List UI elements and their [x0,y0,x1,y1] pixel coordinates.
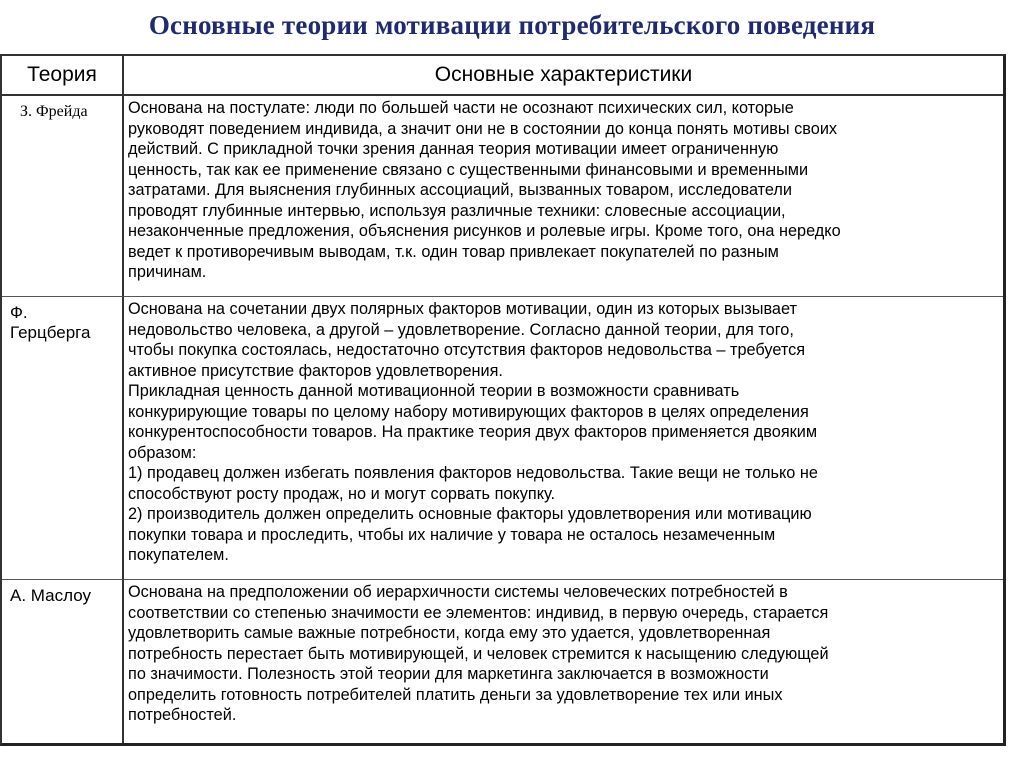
text-line: причинам. [128,263,207,281]
text-line: чтобы покупка состоялась, недостаточно отсутствия факторов недовольства – требуется [128,341,806,359]
theory-herzberg-surname: Герцберга [10,323,91,342]
text-line: Прикладная ценность данной мотивационной теории в возможности сравнивать [128,382,740,400]
theory-maslow: А. Маслоу [2,580,124,743]
header-theory: Теория [2,56,124,96]
header-characteristics: Основные характеристики [124,56,1003,96]
text-line: действий. С прикладной точки зрения данная теория мотивации имеет ограниченную [128,140,779,158]
text-line: активное присутствие факторов удовлетворения. [128,361,503,380]
maslow-description [124,580,1003,743]
text-line: 1) продавец должен избегать появления факторов недовольства. Такие вещи не только не [128,464,818,482]
text-line: определить готовность потребителей платить деньги за удовлетворение тех или иных [128,685,783,704]
text-line: Основана на сочетании двух полярных факторов мотивации, один из которых вызывает [128,300,797,318]
text-line: руководят поведением индивида, а значит они не в состоянии до конца понять мотивы своих [128,119,838,138]
freud-description [124,96,1003,297]
text-line: конкурентоспособности товаров. На практике теория двух факторов применяется двояким [128,423,818,441]
text-line: потребность перестает быть мотивирующей, и человек стремится к насыщению следующей [128,644,829,663]
text-line: ценность, так как ее применение связано с существенными финансовыми и временными [128,160,809,179]
text-line: конкурирующие товары по целому набору мотивирующих факторов в целях определения [128,402,809,421]
text-line: проводят глубинные интервью, используя различные техники: словесные ассоциации, [128,201,786,220]
text-line: Основана на постулате: люди по большей части не осознают психических сил, которые [128,99,794,117]
text-line: недовольство человека, а другой – удовлетворение. Согласно данной теории, для того, [128,320,794,339]
theory-freud: З. Фрейда [2,96,124,297]
text-line: способствуют росту продаж, но и могут сорвать покупку. [128,484,556,503]
text-line: покупки товара и проследить, чтобы их наличие у товара не осталось незамеченным [128,525,776,544]
text-line: потребностей. [128,706,237,724]
text-line: соответствии со степенью значимости ее элементов: индивид, в первую очередь, старается [128,603,829,622]
theory-herzberg-initial: Ф. [10,303,28,322]
text-line: покупателем. [128,546,229,564]
theories-table [0,54,1006,746]
theory-herzberg [2,297,124,580]
text-line: удовлетворить самые важные потребности, когда ему это удается, удовлетворенная [128,624,771,642]
text-line: 2) производитель должен определить основные факторы удовлетворения или мотивацию [128,505,812,523]
herzberg-description [124,297,1003,580]
text-line: образом: [128,443,197,462]
text-line: незаконченные предложения, объяснения рисунков и ролевые игры. Кроме того, она нередко [128,222,841,240]
page-title: Основные теории мотивации потребительского поведения [148,10,876,40]
text-line: Основана на предположении об иерархичности системы человеческих потребностей в [128,583,788,601]
text-line: ведет к противоречивым выводам, т.к. один товар привлекает покупателей по разным [128,242,779,261]
text-line: затратами. Для выяснения глубинных ассоциаций, вызванных товаром, исследователи [128,181,793,199]
text-line: по значимости. Полезность этой теории для маркетинга заключается в возможности [128,665,769,683]
